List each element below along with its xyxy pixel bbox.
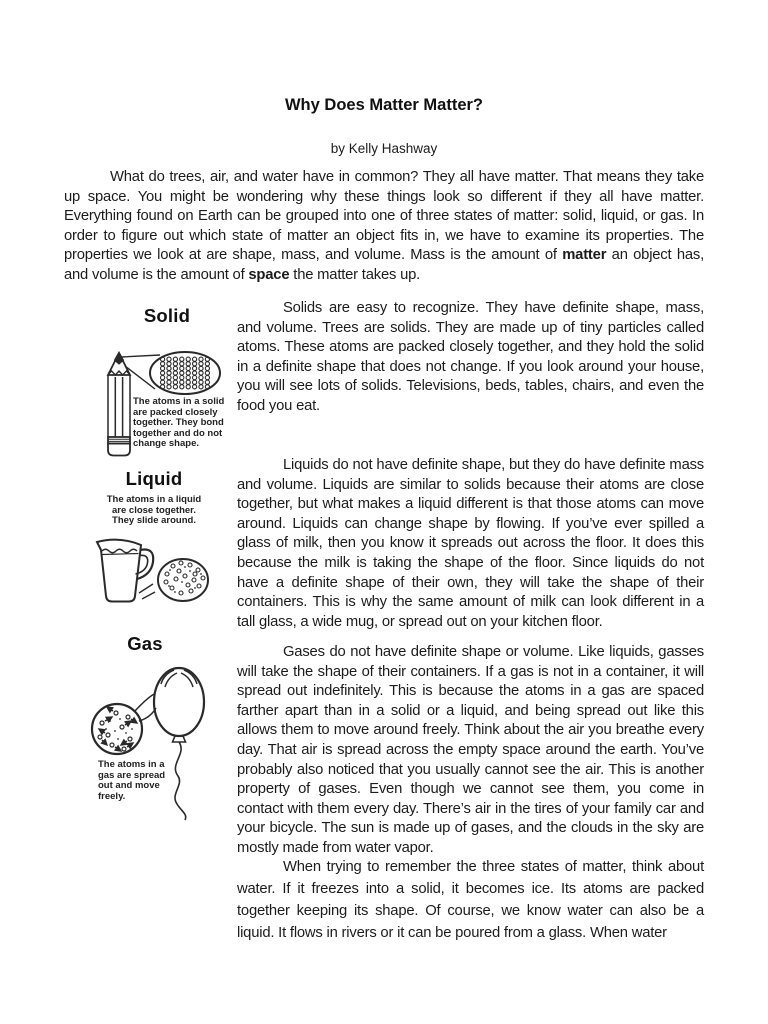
intro-text-1: What do trees, air, and water have in common? They all have matter. That means they take up space. You might be wondering why these things look so different if they all have matter. Everything found on Earth can be grouped into one of three states of matter: solid, liquid, or gas. In order to figure out which state of matter an object fits in, we have to examine its properties. The properties we look at are shape, mass, and volume. Mass is the amount of [64, 169, 704, 264]
solid-paragraph: Solids are easy to recognize. They have definite shape, mass, and volume. Trees are solids. They are made up of tiny particles called atoms. These atoms are packed closely together, and they hold the solid in a definite shape that does not change. If you look around your house, you will see lots of solids. Televisions, beds, tables, chairs, and even the food you eat. [237, 300, 704, 414]
closing-paragraph: When trying to remember the three states of matter, think about water. If it freezes into a solid, it becomes ice. Its atoms are packed together keeping its shape. Of course, we know water can also be a liquid. It flows in rivers or it can be poured from a glass. When water [237, 859, 704, 941]
solid-figure [100, 305, 234, 457]
intro-text-2: an object has, and volume is the amount of [64, 247, 704, 283]
intro-bold-matter: matter [562, 247, 607, 264]
intro-text-3: the matter takes up. [289, 266, 421, 283]
solid-heading: Solid [143, 305, 191, 326]
liquid-figure [95, 468, 237, 613]
byline: by Kelly Hashway [330, 141, 438, 156]
pitcher-atoms-icon [95, 538, 237, 610]
liquid-paragraph: Liquids do not have definite shape, but they do have definite mass and volume. Liquids are similar to solids because their atoms are close together, but what makes a liquid different is that those atoms can move around. Liquids can change shape by flowing. If you’ve ever spilled a glass of milk, then you know it spreads out across the floor. It does this because the milk is taking the shape of the floor. Since liquids do not have a definite shape of their own, they will take the shape of their containers. This is why the same amount of milk can look different in a tall glass, a wide mug, or spread out on your kitchen floor. [237, 457, 704, 630]
document-title: Why Does Matter Matter? [284, 96, 484, 114]
gas-paragraph: Gases do not have definite shape or volume. Like liquids, gasses will take the shape of their containers. If a gas is not in a container, it will spread out indefinitely. This is because the atoms in a gas are spaced farther apart than in a solid or a liquid, and being spread out like this allows them to move around freely. Think about the air you breathe every day. That air is spread across the empty space around the earth. You’ve probably also noticed that you usually cannot see the air. This is another property of gases. Even though we cannot see them, you come in contact with them every day. There’s air in the tires of your family car and your bicycle. The sun is made up of gases, and the clouds in the sky are mostly made from water vapor. [237, 644, 704, 856]
intro-bold-space: space [248, 266, 290, 283]
gas-figure [88, 633, 238, 823]
gas-caption: The atoms in a gas are spread out and move freely. [98, 759, 166, 802]
solid-caption: The atoms in a solid are packed closely together. They bond together and do not change shape. [133, 396, 225, 450]
liquid-heading: Liquid [125, 468, 183, 489]
liquid-caption: The atoms in a liquid are close together. They slide around. [106, 494, 202, 527]
gas-heading: Gas [127, 633, 163, 654]
intro-paragraph [64, 168, 704, 286]
